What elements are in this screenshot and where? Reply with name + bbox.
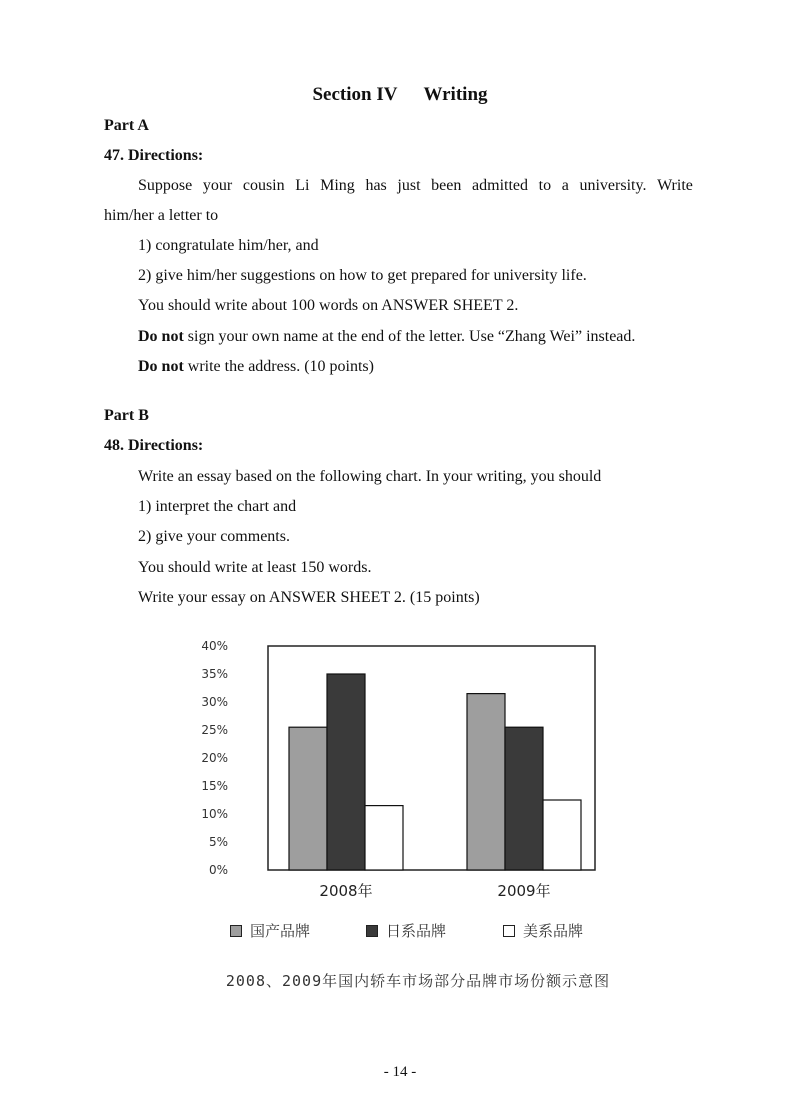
- paragraph-word: a: [561, 177, 569, 194]
- y-tick-label: 10%: [201, 807, 228, 821]
- note-2-emphasis: Do not: [138, 358, 184, 375]
- paragraph-word: Write: [657, 177, 693, 194]
- paragraph-word: cousin: [242, 177, 285, 194]
- note-2-text: write the address. (10 points): [183, 358, 374, 375]
- paragraph-word: Suppose: [138, 177, 193, 194]
- part-a-item-2: 2) give him/her suggestions on how to get prepared for university life.: [138, 267, 587, 284]
- x-tick-label: 2008年: [319, 882, 373, 900]
- legend-label-japanese: 日系品牌: [386, 922, 447, 940]
- bar-chart: [200, 638, 600, 958]
- legend-swatch-american: [503, 925, 515, 937]
- y-tick-label: 40%: [201, 639, 228, 653]
- paragraph-word: Li: [295, 177, 310, 194]
- section-name: Writing: [423, 84, 488, 105]
- x-tick-label: 2009年: [497, 882, 551, 900]
- paragraph-word: been: [431, 177, 462, 194]
- y-tick-label: 20%: [201, 751, 228, 765]
- note-1-text: sign your own name at the end of the letter. Use “Zhang Wei” instead.: [183, 328, 636, 345]
- part-a-paragraph-line2: him/her a letter to: [104, 207, 219, 224]
- paragraph-word: has: [365, 177, 387, 194]
- part-a-note-1: [138, 327, 635, 347]
- part-a-heading: Part A: [104, 117, 149, 134]
- part-a-note-2: [138, 357, 374, 377]
- bar-japanese-2: [505, 727, 543, 870]
- legend-item-domestic: [230, 920, 310, 941]
- part-b-directions-label: 48. Directions:: [104, 437, 204, 454]
- paragraph-word: Ming: [320, 177, 355, 194]
- legend-label-american: 美系品牌: [523, 922, 584, 940]
- paragraph-word: university.: [579, 177, 647, 194]
- paragraph-word: your: [202, 177, 233, 194]
- section-label: Section IV: [312, 84, 398, 105]
- bar-domestic-1: [289, 727, 327, 870]
- page-title: [0, 84, 800, 106]
- part-a-item-1: 1) congratulate him/her, and: [138, 237, 319, 254]
- chart-legend: [0, 920, 800, 944]
- legend-item-american: [503, 920, 583, 941]
- part-b-heading: Part B: [104, 407, 149, 424]
- legend-swatch-japanese: [366, 925, 378, 937]
- bar-domestic-2: [467, 694, 505, 870]
- legend-label-domestic: 国产品牌: [250, 922, 311, 940]
- chart-title: 2008、2009年国内轿车市场部分品牌市场份额示意图: [225, 972, 611, 990]
- y-tick-label: 35%: [201, 667, 228, 681]
- part-a-directions-paragraph: [138, 176, 693, 196]
- legend-item-japanese: [366, 920, 446, 941]
- legend-swatch-domestic: [230, 925, 242, 937]
- y-tick-label: 5%: [208, 835, 228, 849]
- page-number: - 14 -: [383, 1064, 417, 1080]
- bar-american-1: [365, 806, 403, 870]
- part-b-answer-sheet: Write your essay on ANSWER SHEET 2. (15 points): [138, 589, 480, 606]
- paragraph-word: just: [397, 177, 421, 194]
- part-b-item-1: 1) interpret the chart and: [138, 498, 297, 515]
- part-b-word-count: You should write at least 150 words.: [138, 559, 372, 576]
- y-tick-label: 0%: [208, 863, 228, 877]
- bar-japanese-1: [327, 674, 365, 870]
- chart-svg: [200, 638, 600, 918]
- part-b-line-1: Write an essay based on the following chart. In your writing, you should: [138, 468, 602, 485]
- y-tick-label: 15%: [201, 779, 228, 793]
- y-tick-label: 30%: [201, 695, 228, 709]
- paragraph-word: admitted: [472, 177, 528, 194]
- part-a-word-count: You should write about 100 words on ANSWER SHEET 2.: [138, 297, 519, 314]
- part-a-directions-label: 47. Directions:: [104, 147, 204, 164]
- note-1-emphasis: Do not: [138, 328, 184, 345]
- part-b-item-2: 2) give your comments.: [138, 528, 290, 545]
- paragraph-word: to: [538, 177, 552, 194]
- bar-american-2: [543, 800, 581, 870]
- y-tick-label: 25%: [201, 723, 228, 737]
